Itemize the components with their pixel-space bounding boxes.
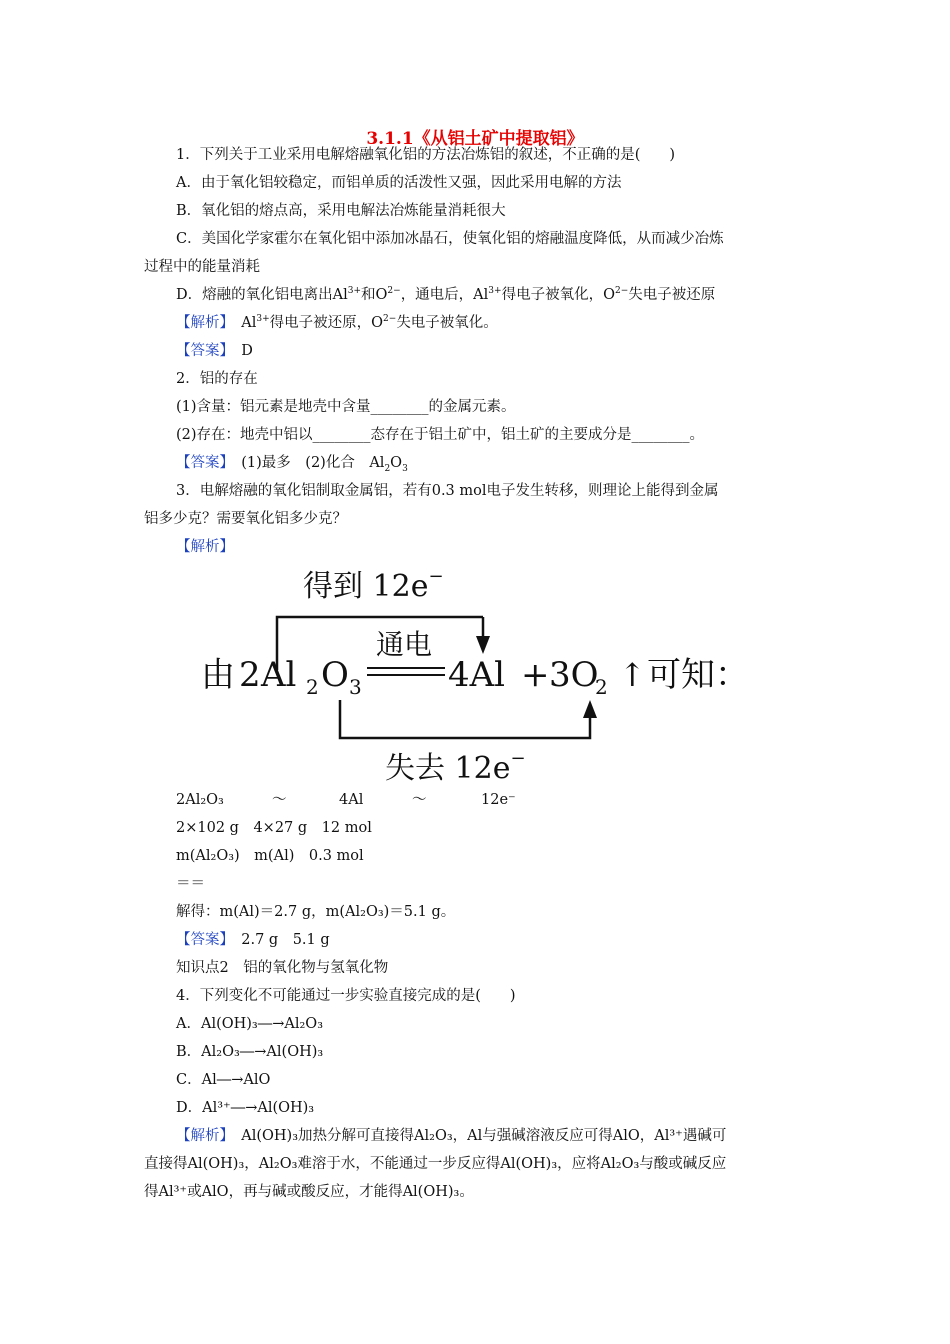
q2-answer: 【答案】 (1)最多 (2)化合 $Al_2O_3$ [176,455,408,474]
answer-tag: 【答案】 [176,932,227,948]
knowledge-point-heading: 知识点2 铝的氧化物与氢氧化物 [176,960,389,976]
q4-analysis-line3: 得Al³⁺或AlO，再与碱或酸反应，才能得Al(OH)₃。 [144,1184,474,1200]
q2-sub2: (2)存在：地壳中铝以________态存在于铝土矿中，铝土矿的主要成分是________。 [176,427,705,443]
calc-row-3: m(Al₂O₃) m(Al) 0.3 mol [176,848,364,864]
q4-analysis-line2: 直接得Al(OH)₃，Al₂O₃难溶于水，不能通过一步反应得Al(OH)₃，应将Al₂O₃与酸或碱反应 [144,1156,727,1172]
q2-stem: 2．铝的存在 [176,371,258,387]
product-al: 4Al [448,655,506,695]
q1-option-c-line2: 过程中的能量消耗 [144,259,260,275]
product-o2: 3O [549,655,599,695]
product-o2-sub: 2 [595,675,608,699]
q1-option-d: D．熔融的氧化铝电离出$Al^{3+}$和$O^{2-}$，通电后，$Al^{3+}$得电子被氧化，$O^{2-}$失电子被还原 [176,286,716,303]
lose-electrons-label: 失去 12e− [385,748,526,785]
q3-solve: 解得：m(Al)＝2.7 g，m(Al₂O₃)＝5.1 g。 [176,904,456,920]
q4-option-b: B．Al₂O₃―→Al(OH)₃ [176,1044,324,1060]
reactant-al-sub: 2 [306,675,319,699]
electron-transfer-diagram [195,560,775,785]
suffix-text: 可知： [647,655,749,695]
q1-option-a: A．由于氧化铝较稳定，而铝单质的活泼性又强，因此采用电解的方法 [176,175,622,191]
q4-stem: 4．下列变化不可能通过一步实验直接完成的是( ) [176,988,516,1004]
calc-row-4: ＝＝ [176,876,205,892]
reactant-al: Al [261,655,297,695]
answer-tag: 【答案】 [176,343,227,359]
analysis-tag: 【解析】 [176,315,227,331]
q3-stem-line1: 3．电解熔融的氧化铝制取金属铝，若有0.3 mol电子发生转移，则理论上能得到金属 [176,483,719,499]
q3-analysis-tag: 【解析】 [176,539,234,555]
q1-answer: 【答案】 D [176,343,253,359]
gain-electrons-label: 得到 12e− [303,566,444,604]
gain-arrow-head [476,636,490,654]
q4-option-d: D．Al³⁺―→Al(OH)₃ [176,1100,315,1116]
loss-bracket [340,700,590,738]
condition-text: 通电 [376,628,433,661]
answer-tag: 【答案】 [176,455,227,471]
reactant-o: O [321,655,349,695]
q3-stem-line2: 铝多少克？需要氧化铝多少克？ [144,511,347,527]
q4-option-c: C．Al―→AlO [176,1072,271,1088]
analysis-tag: 【解析】 [176,1128,227,1144]
q2-sub1: (1)含量：铝元素是地壳中含量________的金属元素。 [176,399,516,415]
q1-stem: 1．下列关于工业采用电解熔融氧化铝的方法冶炼铝的叙述，不正确的是( ) [176,147,676,163]
reactant-o-sub: 3 [349,675,362,699]
reactant-coef: 2 [239,655,261,695]
plus-sign: + [521,655,550,695]
page-title: 3.1.1《从铝土矿中提取铝》 [366,129,584,149]
document-page: 3.1.1《从铝土矿中提取铝》 1．下列关于工业采用电解熔融氧化铝的方法冶炼铝的叙述，不正确的是( ) A．由于氧化铝较稳定，而铝单质的活泼性又强，因此采用电解的方法 B．氧化铝的熔点高，采用电解法冶炼能量消耗很大 C．美国化学家霍尔在氧化铝中添加冰晶石，使氧化铝的熔融温度降低，从而减少冶炼 过程中的能量消耗 D．熔融的氧化铝电离出$Al^{3+}$和$O^{2-}$，通电后，$Al^{3+}$得电子被氧化，$O^{2-}$失电子被还原 【解析】 $Al^{3+}$得电子被还原，$O^{2-}$失电子被氧化。 【答案】 D 2．铝的存在 (1)含量：铝元素是地壳中含量________的金属元素。 (2)存在：地壳中铝以________态存在于铝土矿中，铝土矿的主要成分是________。 【答案】 (1)最多 (2)化合 $Al_2O_3$ 3．电解熔融的氧化铝制取金属铝，若有0.3 mol电子发生转移，则理论上能得到金属 铝多少克？需要氧化铝多少克？ 【解析】 得到 12e− 通电 由 2 Al 2 O 3 4Al + 3O 2 ↑ 可知： 失去 12e− 2Al₂O₃ ～ 4Al ～ 12e⁻ 2×102 g 4×27 g 12 mol m(Al₂O₃) m(Al) 0.3 mol ＝＝ 解得：m(Al)＝2.7 g，m(Al₂O₃)＝5.1 g。 【答案】 2.7 g 5.1 g 知识点2 铝的氧化物与氢氧化物 4．下列变化不可能通过一步实验直接完成的是( ) A．Al(OH)₃―→Al₂O₃ B．Al₂O₃―→Al(OH)₃ C．Al―→AlO D．Al³⁺―→Al(OH)₃ 【解析】 Al(OH)₃加热分解可直接得Al₂O₃，Al与强碱溶液反应可得AlO，Al³⁺遇碱可 直接得Al(OH)₃，Al₂O₃难溶于水，不能通过一步反应得Al(OH)₃，应将Al₂O₃与酸或碱反应 得Al³⁺或AlO，再与碱或酸反应，才能得Al(OH)₃。 [0,0,950,1344]
q3-answer: 【答案】 2.7 g 5.1 g [176,932,330,948]
gas-arrow: ↑ [619,656,646,694]
q1-option-b: B．氧化铝的熔点高，采用电解法冶炼能量消耗很大 [176,203,506,219]
prefix-text: 由 [201,655,235,695]
q4-analysis-line1: 【解析】 Al(OH)₃加热分解可直接得Al₂O₃，Al与强碱溶液反应可得AlO，Al³⁺遇碱可 [176,1128,727,1144]
q4-option-a: A．Al(OH)₃―→Al₂O₃ [176,1016,324,1032]
calc-row-2: 2×102 g 4×27 g 12 mol [176,820,372,836]
q1-analysis: 【解析】 $Al^{3+}$得电子被还原，$O^{2-}$失电子被氧化。 [176,314,498,331]
q1-option-c-line1: C．美国化学家霍尔在氧化铝中添加冰晶石，使氧化铝的熔融温度降低，从而减少冶炼 [176,231,724,247]
loss-arrow-head [583,700,597,718]
